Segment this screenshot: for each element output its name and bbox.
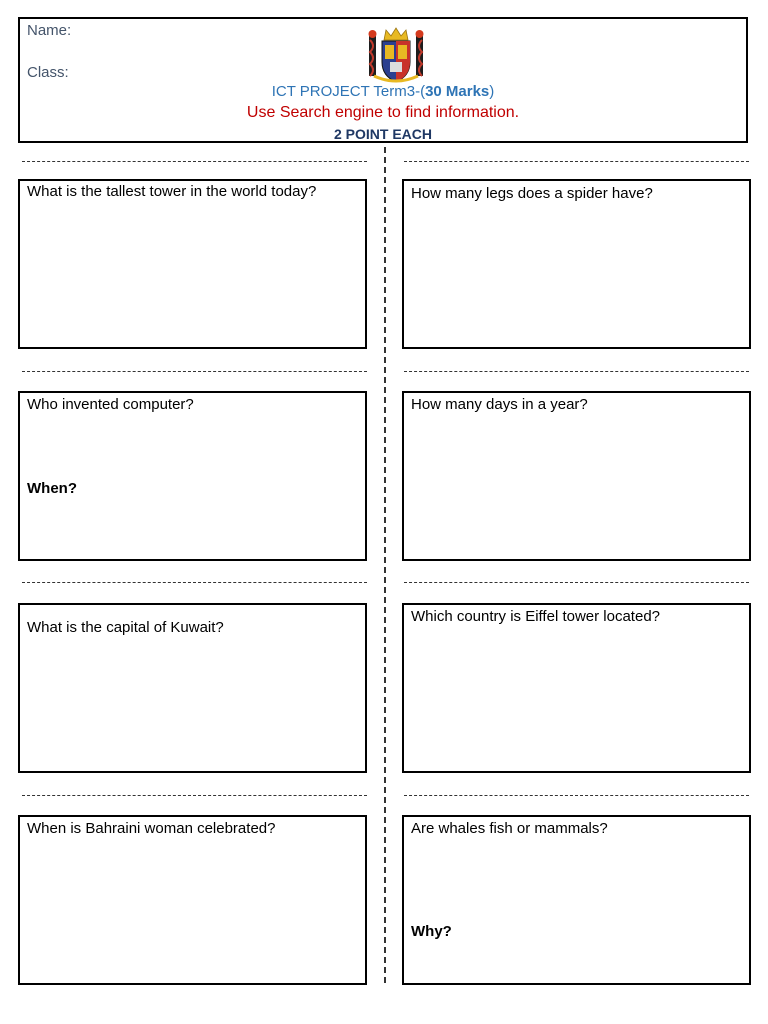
question-text: How many legs does a spider have? [411,185,653,202]
question-box[interactable] [18,179,367,349]
question-box[interactable] [402,391,751,561]
question-box[interactable] [402,179,751,349]
cut-line [22,582,367,583]
cut-line [22,795,367,796]
follow-up-text: When? [27,480,77,497]
school-crest-icon [366,26,426,84]
question-text: What is the capital of Kuwait? [27,619,224,636]
follow-up-text: Why? [411,923,452,940]
cut-line [404,582,749,583]
worksheet-header [18,17,748,143]
question-box[interactable] [402,815,751,985]
name-label: Name: [27,22,72,39]
question-text: How many days in a year? [411,396,588,413]
question-text: What is the tallest tower in the world today? [27,183,317,200]
question-box[interactable] [402,603,751,773]
question-box[interactable] [18,603,367,773]
cut-line [22,371,367,372]
question-text: Which country is Eiffel tower located? [411,608,661,625]
instruction-text: Use Search engine to find information. [246,104,520,121]
question-box[interactable] [18,815,367,985]
question-box[interactable] [18,391,367,561]
cut-line [22,161,367,162]
vertical-cut-line [384,147,386,983]
cut-line [404,161,749,162]
project-title: ICT PROJECT Term3-(30 Marks) [271,83,495,100]
class-label: Class: [27,64,69,81]
points-text: 2 POINT EACH [333,126,432,142]
cut-line [404,795,749,796]
question-text: When is Bahraini woman celebrated? [27,820,276,837]
question-text: Who invented computer? [27,396,194,413]
cut-line [404,371,749,372]
question-text: Are whales fish or mammals? [411,820,608,837]
